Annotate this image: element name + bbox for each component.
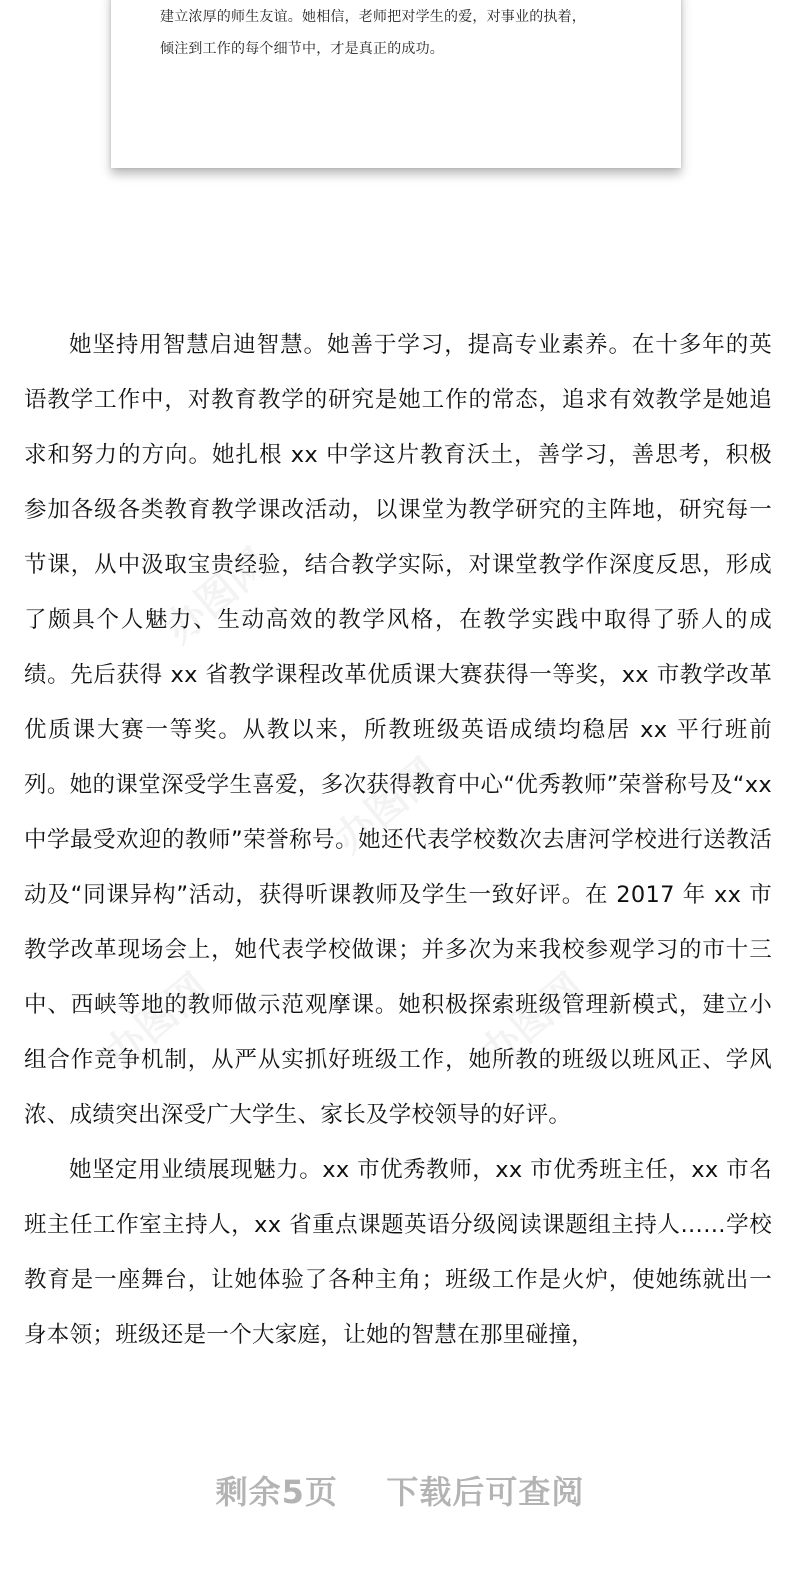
document-body <box>24 318 772 1363</box>
watermark-text: 办图网 <box>96 964 218 1078</box>
watermark-text: 办图网 <box>156 539 278 653</box>
paragraph: 她坚持用智慧启迪智慧。她善于学习，提高专业素养。在十多年的英语教学工作中，对教育教学的研究是她工作的常态，追求有效教学是她追求和努力的方向。她扎根 xx 中学这片教育沃土，善学习，善思考，积极参加各级各类教育教学课改活动，以课堂为教学研究的主阵地，研究每一节课，从中汲取宝贵经验，结合教学实际，对课堂教学作深度反思，形成了颇具个人魅力、生动高效的教学风格，在教学实践中取得了骄人的成绩。先后获得 xx 省教学课程改革优质课大赛获得一等奖，xx 市教学改革优质课大赛一等奖。从教以来，所教班级英语成绩均稳居 xx 平行班前列。她的课堂深受学生喜爱，多次获得教育中心“优秀教师”荣誉称号及“xx 中学最受欢迎的教师”荣誉称号。她还代表学校数次去唐河学校进行送教活动及“同课异构”活动，获得听课教师及学生一致好评。在 2017 年 xx 市教学改革现场会上，她代表学校做课；并多次为来我校参观学习的市十三中、西峡等地的教师做示范观摩课。她积极探索班级管理新模式，建立小组合作竞争机制，从严从实抓好班级工作，她所教的班级以班风正、学风浓、成绩突出深受广大学生、家长及学校领导的好评。 <box>24 332 772 1128</box>
preview-text-line: 建立浓厚的师生友谊。她相信，老师把对学生的爱，对事业的执着， <box>160 9 586 25</box>
paragraph: 她坚定用业绩展现魅力。xx 市优秀教师，xx 市优秀班主任，xx 市名班主任工作室主持人，xx 省重点课题英语分级阅读课题组主持人……学校教育是一座舞台，让她体验了各种主角；班级工作是火炉，使她练就出一身本领；班级还是一个大家庭，让她的智慧在那里碰撞， <box>24 1157 772 1348</box>
watermark-text: 办图网 <box>326 749 448 863</box>
preview-text-line: 倾注到工作的每个细节中，才是真正的成功。 <box>160 41 444 57</box>
download-prompt-label[interactable]: 剩余5页 下载后可查阅 <box>215 1473 585 1511</box>
download-prompt[interactable] <box>0 1455 800 1525</box>
preview-card <box>111 0 681 168</box>
watermark-text: 办图网 <box>471 964 593 1078</box>
